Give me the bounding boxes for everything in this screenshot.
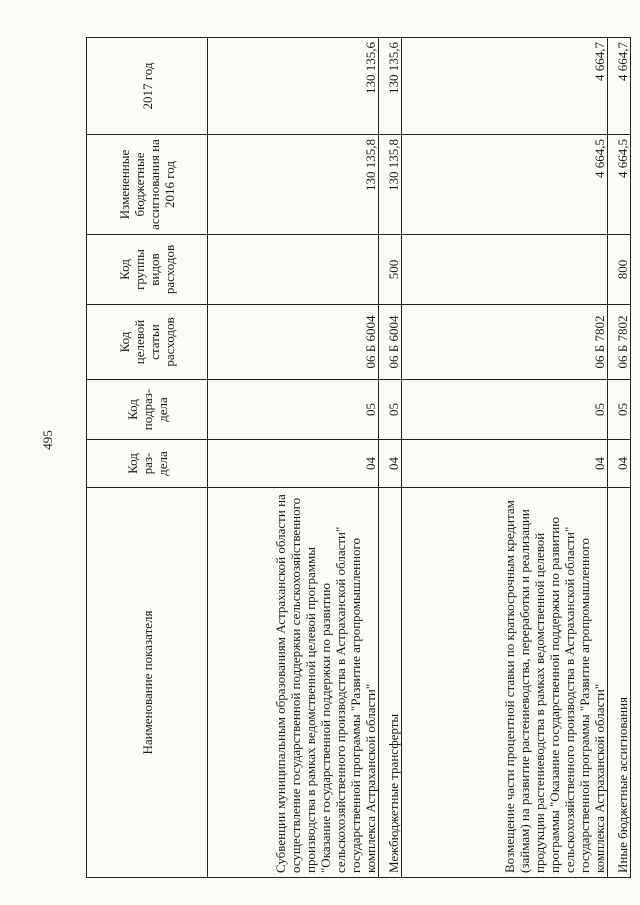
cell-name: Возмещение части процентной ставки по краткосрочным кредитам (займам) на развитие растениеводства, переработки и реализации продукции растениеводства в рамках ведомственной целевой программы "Оказание государственной поддержки по развитию сельскохозяйственного производства в Астраханской области" государственной программы "Развитие агропромышленного комплекса Астраханской области" — [402, 488, 608, 878]
cell-budget-2016: 130 135,8 — [208, 135, 379, 235]
cell-statya: 06 Б 6004 — [208, 305, 379, 380]
header-vid: Код группы видов расходов — [87, 235, 208, 305]
cell-razdel: 04 — [379, 440, 402, 488]
cell-vid — [402, 235, 608, 305]
cell-name: Межбюджетные трансферты — [379, 488, 402, 878]
cell-vid — [208, 235, 379, 305]
table-row — [379, 38, 402, 878]
header-razdel: Код раз-дела — [87, 440, 208, 488]
cell-razdel: 04 — [208, 440, 379, 488]
budget-table — [86, 37, 631, 878]
cell-razdel: 04 — [402, 440, 608, 488]
header-name: Наименование показателя — [87, 488, 208, 878]
header-year-2017: 2017 год — [87, 38, 208, 135]
cell-year-2017: 130 135,6 — [208, 38, 379, 135]
cell-year-2017: 130 135,6 — [379, 38, 402, 135]
header-row — [87, 38, 208, 878]
cell-podrazdel: 05 — [608, 380, 631, 440]
cell-vid: 500 — [379, 235, 402, 305]
cell-statya: 06 Б 7802 — [608, 305, 631, 380]
cell-statya: 06 Б 7802 — [402, 305, 608, 380]
cell-razdel: 04 — [608, 440, 631, 488]
cell-name: Иные бюджетные ассигнования — [608, 488, 631, 878]
table-row — [402, 38, 608, 878]
table-row — [608, 38, 631, 878]
cell-budget-2016: 130 135,8 — [379, 135, 402, 235]
header-statya: Код целевой статьи расходов — [87, 305, 208, 380]
cell-name: Субвенции муниципальным образованиям Астраханской области на осуществление государственной поддержки сельскохозяйственного производства в рамках ведомственной целевой программы "Оказание государственной поддержки по развитию сельскохозяйственного производства в Астраханской области" государственной программы "Развитие агропромышленного комплекса Астраханской области" — [208, 488, 379, 878]
cell-podrazdel: 05 — [379, 380, 402, 440]
cell-podrazdel: 05 — [402, 380, 608, 440]
cell-vid: 800 — [608, 235, 631, 305]
rotated-content — [86, 38, 630, 878]
cell-statya: 06 Б 6004 — [379, 305, 402, 380]
cell-year-2017: 4 664,7 — [402, 38, 608, 135]
cell-year-2017: 4 664,7 — [608, 38, 631, 135]
cell-budget-2016: 4 664,5 — [402, 135, 608, 235]
cell-budget-2016: 4 664,5 — [608, 135, 631, 235]
rotated-table-frame — [86, 38, 630, 878]
table-row — [208, 38, 379, 878]
cell-podrazdel: 05 — [208, 380, 379, 440]
header-budget-2016: Измененные бюджетные ассигнования на 2016 год — [87, 135, 208, 235]
header-podrazdel: Код подраз-дела — [87, 380, 208, 440]
page-number: 495 — [40, 430, 55, 450]
